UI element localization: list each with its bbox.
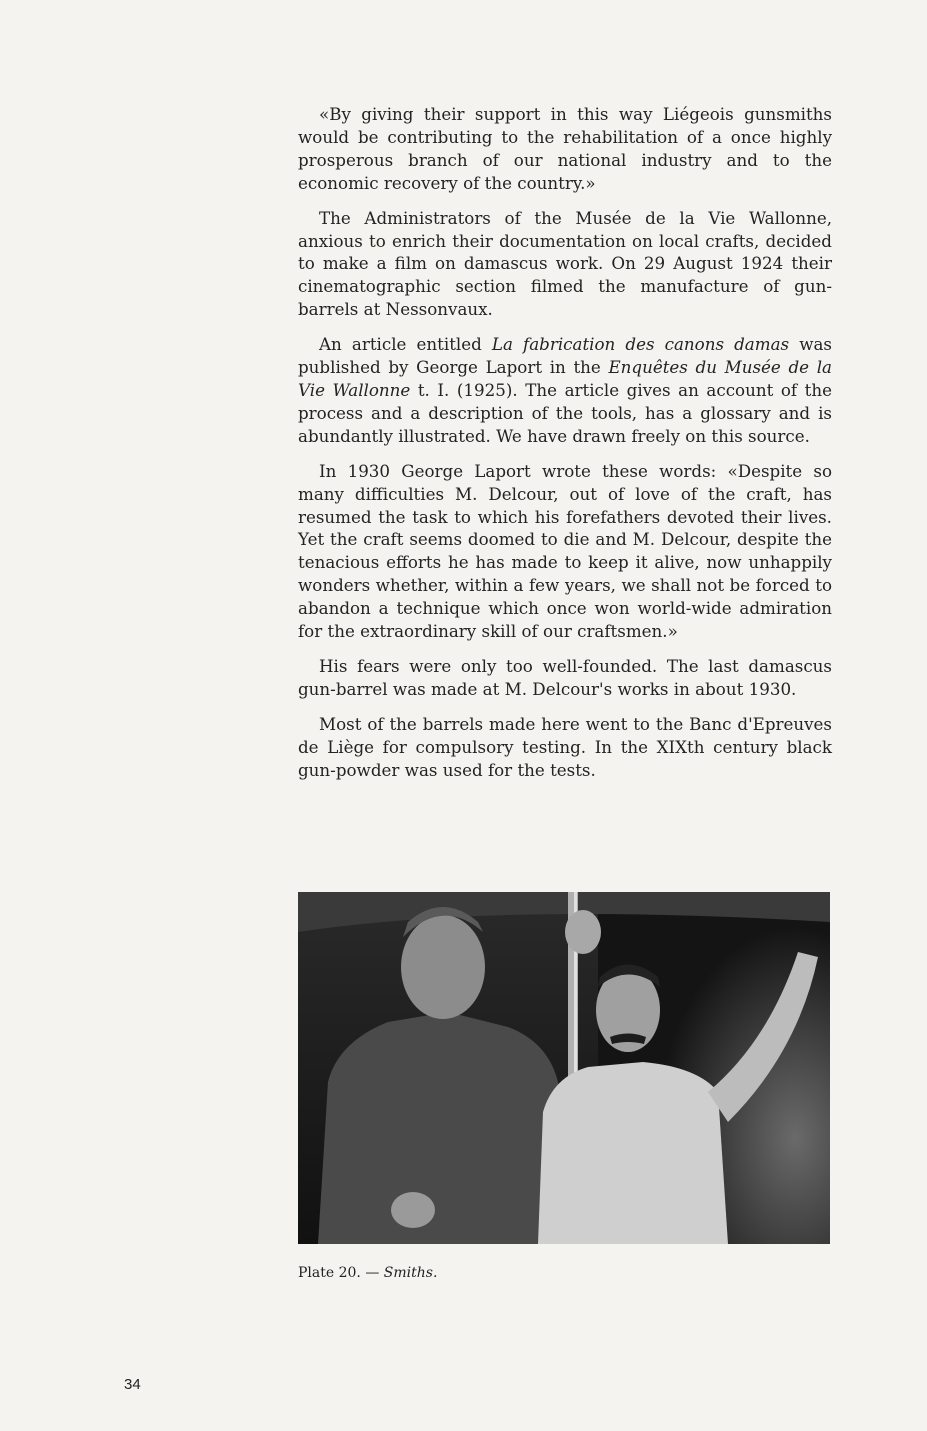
journal-title: Enquêtes du Musée de la Vie Wallonne xyxy=(298,357,832,400)
paragraph-2: The Administrators of the Musée de la Vie Wallonne, anxious to enrich their documentation on local crafts, decided to make a film on damascus work. On 29 August 1924 their cinematographic section filmed the manufacture of gun-barrels at Nessonvaux. xyxy=(298,207,832,320)
smiths-photo xyxy=(298,892,830,1244)
plate-caption xyxy=(298,1265,437,1281)
paragraph-1: «By giving their support in this way Liégeois gunsmiths would be contributing to the rehabilitation of a once highly prosperous branch of our national industry and to the economic recovery of the country.» xyxy=(298,104,832,193)
paragraph-4: In 1930 George Laport wrote these words: «Despite so many difficulties M. Delcour, out of love of the craft, has resumed the task to which his forefathers devoted their lives. Yet the craft seems doomed to die and M. Delcour, despite the tenacious efforts he has made to keep it alive, now unhappily wonders whether, within a few years, we shall not be forced to abandon a technique which once won world-wide admiration for the extraordinary skill of our craftsmen.» xyxy=(298,460,832,642)
paragraph-3-part-a: An article entitled xyxy=(319,334,492,355)
paragraph-5: His fears were only too well-founded. The last damascus gun-barrel was made at M. Delcour's works in about 1930. xyxy=(298,655,832,699)
paragraph-3 xyxy=(298,333,832,448)
caption-title: Smiths. xyxy=(383,1265,438,1281)
article-title: La fabrication des canons damas xyxy=(491,334,790,355)
body-text xyxy=(298,103,832,793)
plate-photograph xyxy=(298,892,830,1244)
caption-label: Plate 20. — xyxy=(298,1265,384,1281)
paragraph-3-part-c: was published by George Laport in the xyxy=(298,334,832,378)
paragraph-6: Most of the barrels made here went to the Banc d'Epreuves de Liège for compulsory testing. In the XIXth century black gun-powder was used for the tests. xyxy=(298,713,832,780)
paragraph-3-part-e: t. I. (1925). The article gives an account of the process and a description of the tools, has a glossary and is abundantly illustrated. We have drawn freely on this source. xyxy=(298,379,832,446)
page-number: 34 xyxy=(124,1376,141,1393)
